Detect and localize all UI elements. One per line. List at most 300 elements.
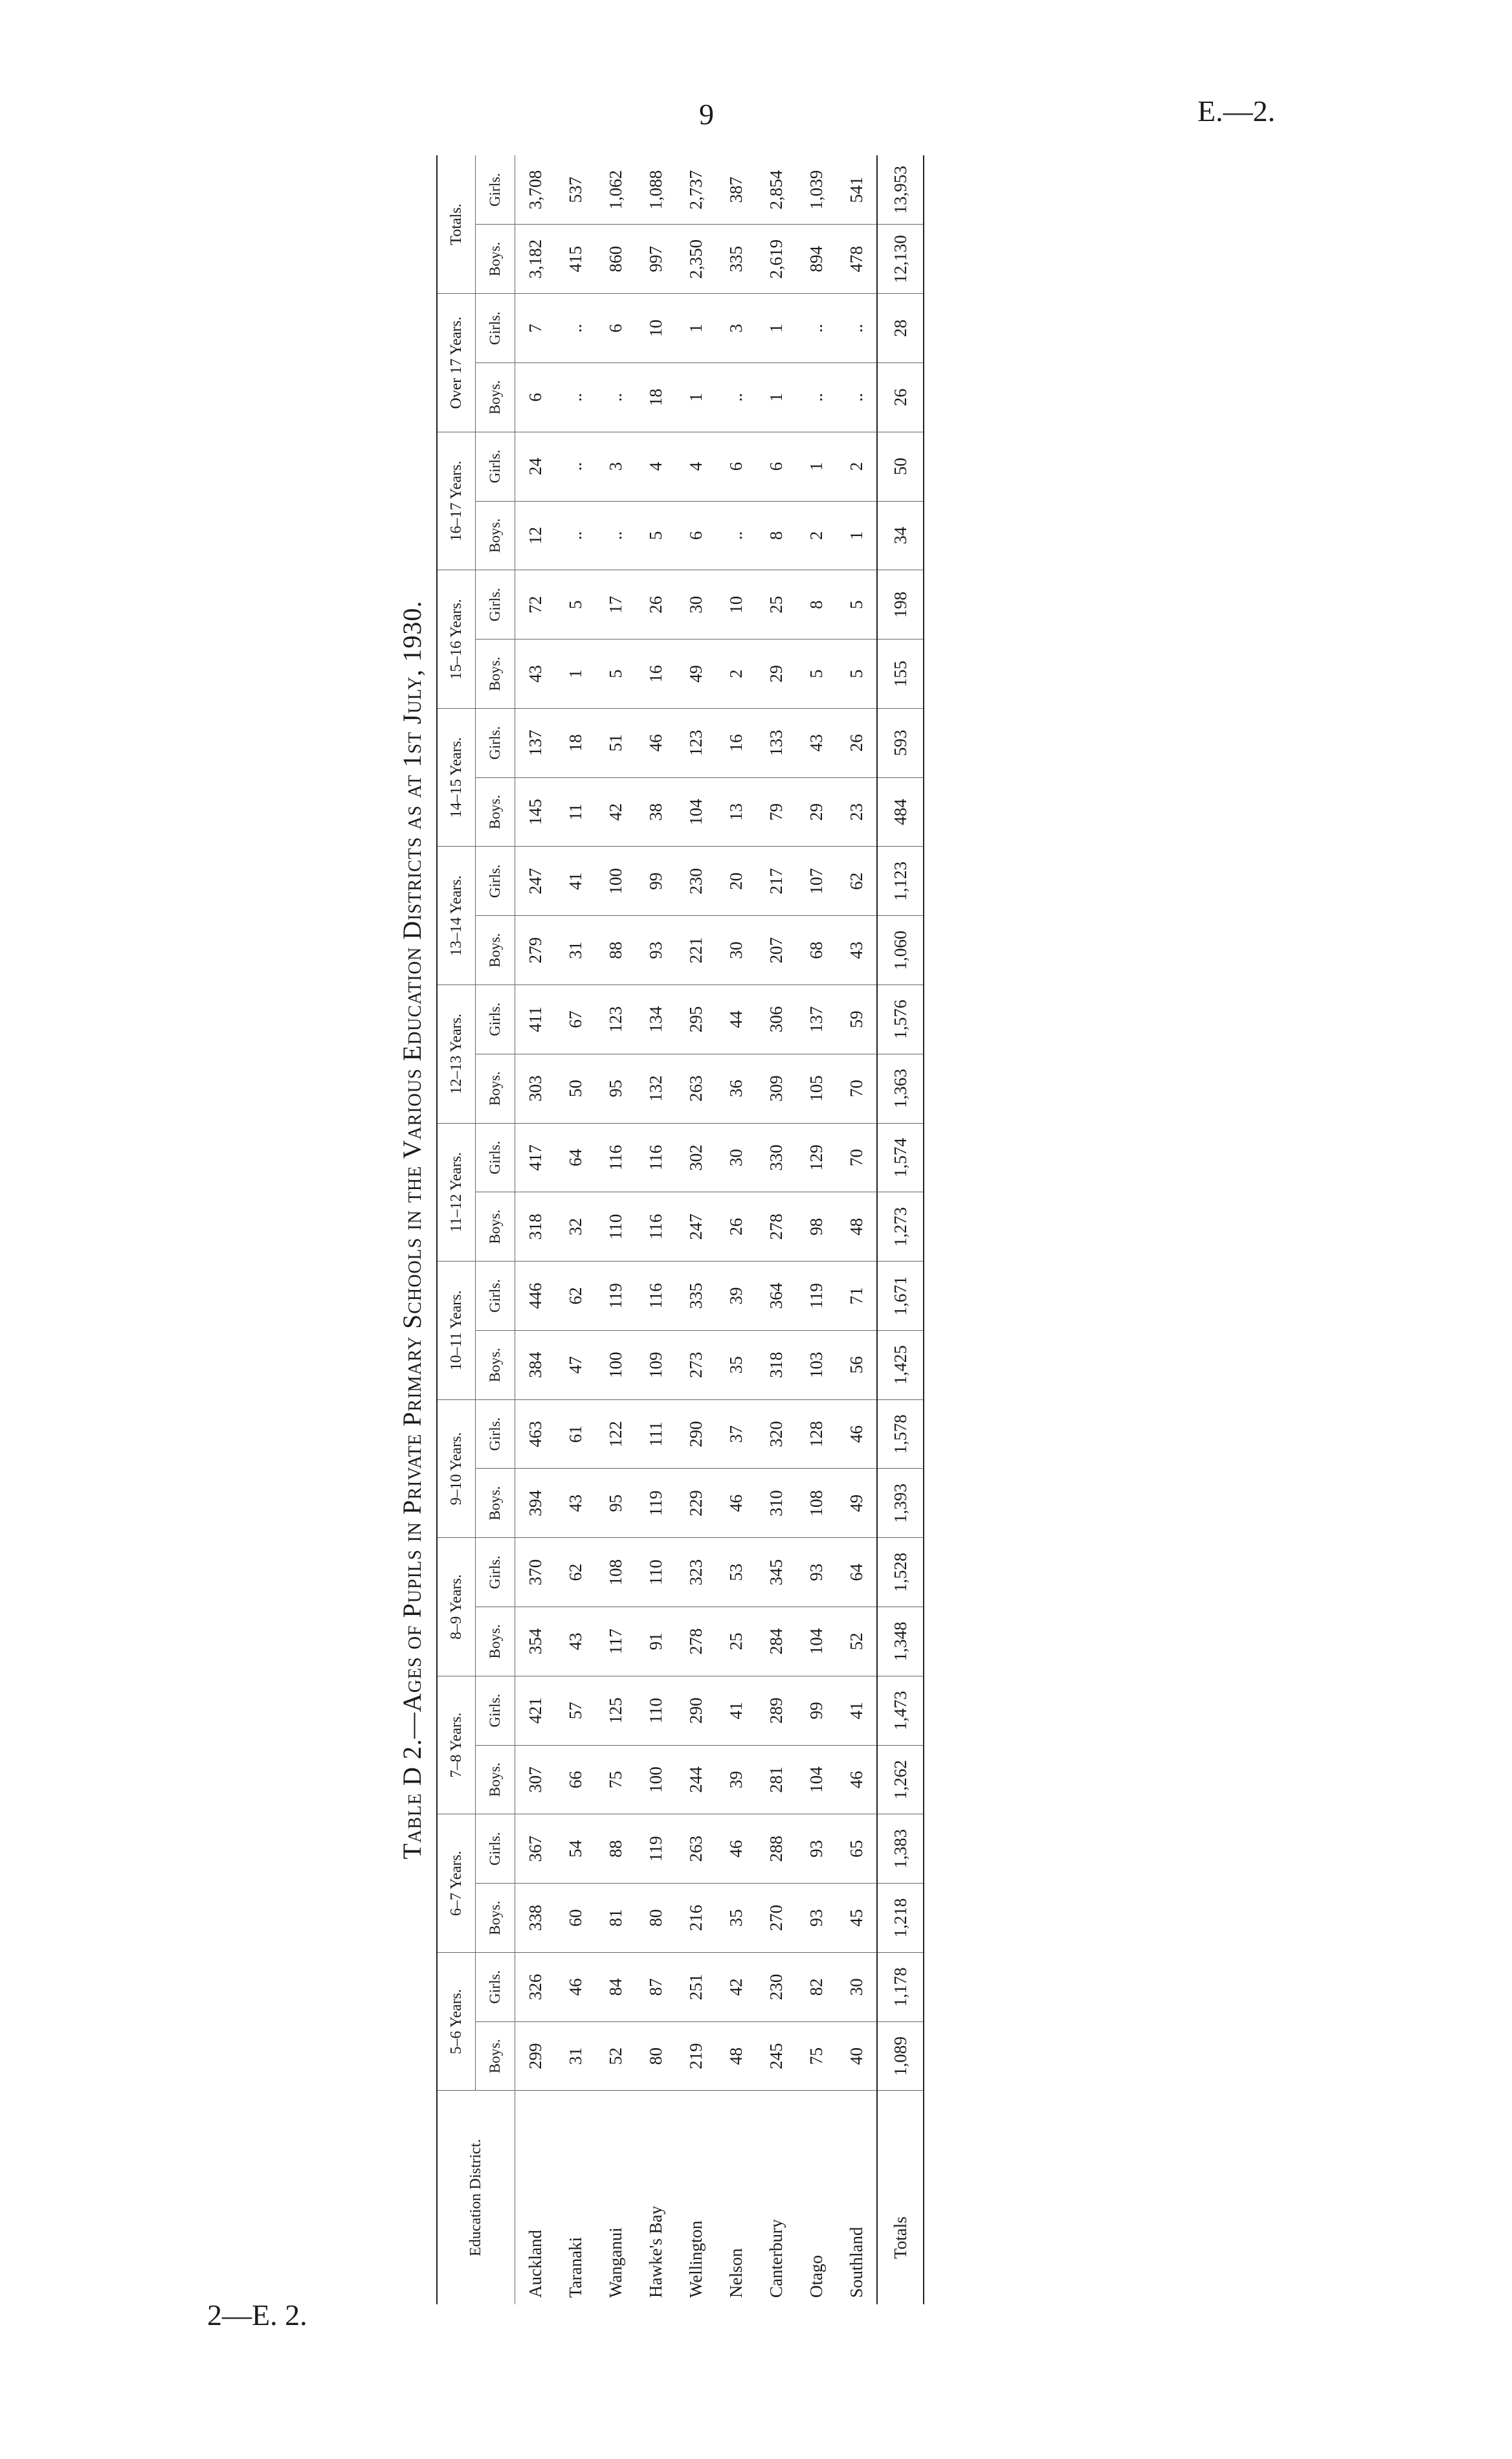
value-cell: 10 <box>716 570 756 640</box>
value-cell: 29 <box>796 777 836 847</box>
value-cell: 247 <box>676 1192 716 1262</box>
age-group-header: 11–12 Years. <box>437 1123 476 1262</box>
value-cell: 6 <box>676 501 716 570</box>
value-cell: 1,123 <box>877 847 924 916</box>
value-cell: 26 <box>836 708 877 777</box>
value-cell: 320 <box>756 1399 796 1469</box>
value-cell: 1,576 <box>877 985 924 1054</box>
age-group-header: 5–6 Years. <box>437 1952 476 2091</box>
district-cell <box>595 2091 636 2304</box>
value-cell: 62 <box>555 1538 595 1607</box>
value-cell: 394 <box>515 1469 556 1538</box>
value-cell: 137 <box>796 985 836 1054</box>
value-cell: 1 <box>676 294 716 363</box>
value-cell: 338 <box>515 1884 556 1953</box>
value-cell: 247 <box>515 847 556 916</box>
district-cell <box>796 2091 836 2304</box>
district-cell <box>756 2091 796 2304</box>
value-cell: 18 <box>636 362 676 432</box>
value-cell: 46 <box>555 1952 595 2021</box>
value-cell: 145 <box>515 777 556 847</box>
value-cell: 278 <box>676 1607 716 1676</box>
ages-table <box>436 155 924 2304</box>
value-cell: 43 <box>515 640 556 709</box>
value-cell: 484 <box>877 777 924 847</box>
value-cell: 6 <box>595 294 636 363</box>
value-cell: 345 <box>756 1538 796 1607</box>
value-cell: 46 <box>636 708 676 777</box>
age-group-header: Over 17 Years. <box>437 294 476 432</box>
value-cell: 46 <box>836 1745 877 1814</box>
value-cell: 5 <box>555 570 595 640</box>
value-cell: 46 <box>836 1399 877 1469</box>
value-cell: 12 <box>515 501 556 570</box>
value-cell: 894 <box>796 225 836 294</box>
value-cell: 270 <box>756 1884 796 1953</box>
district-cell <box>836 2091 877 2304</box>
district-name: Wellington <box>685 2220 706 2298</box>
value-cell: 3 <box>716 294 756 363</box>
value-cell: 1,039 <box>806 170 826 210</box>
value-cell: 364 <box>756 1262 796 1331</box>
value-cell: 4 <box>676 432 716 501</box>
value-cell: 70 <box>836 1123 877 1192</box>
value-cell: 997 <box>636 225 676 294</box>
value-cell: 326 <box>515 1952 556 2021</box>
value-cell: 133 <box>756 708 796 777</box>
value-cell: 5 <box>636 501 676 570</box>
value-cell: 537 <box>565 176 585 203</box>
district-name: Canterbury <box>766 2219 786 2298</box>
value-cell: 93 <box>796 1538 836 1607</box>
value-cell: 24 <box>515 432 556 501</box>
value-cell: 52 <box>595 2021 636 2091</box>
value-cell: .. <box>796 362 836 432</box>
value-cell: 125 <box>595 1676 636 1745</box>
value-cell: 95 <box>595 1469 636 1538</box>
value-cell: 43 <box>796 708 836 777</box>
value-cell: 88 <box>595 916 636 985</box>
value-cell: 323 <box>676 1538 716 1607</box>
value-cell: 309 <box>756 1054 796 1123</box>
value-cell: .. <box>555 362 595 432</box>
value-cell: 31 <box>555 916 595 985</box>
age-group-header-row <box>437 155 476 2304</box>
value-cell: 88 <box>595 1814 636 1884</box>
value-cell: 279 <box>515 916 556 985</box>
value-cell: 1 <box>555 640 595 709</box>
value-cell: 1 <box>756 362 796 432</box>
value-cell: .. <box>796 294 836 363</box>
district-cell <box>676 2091 716 2304</box>
value-cell: 593 <box>877 708 924 777</box>
value-cell: 3,182 <box>515 225 556 294</box>
district-name: Hawke's Bay <box>645 2205 665 2298</box>
value-cell: 1,578 <box>877 1399 924 1469</box>
value-cell: .. <box>836 362 877 432</box>
value-cell: 5 <box>595 640 636 709</box>
value-cell: 108 <box>595 1538 636 1607</box>
value-cell: 26 <box>636 570 676 640</box>
value-cell: 11 <box>555 777 595 847</box>
value-cell: 1 <box>756 294 796 363</box>
district-cell <box>636 2091 676 2304</box>
value-cell: 137 <box>515 708 556 777</box>
age-group-header: 12–13 Years. <box>437 985 476 1124</box>
value-cell: 273 <box>676 1330 716 1399</box>
value-cell: 28 <box>877 294 924 363</box>
value-cell: 335 <box>676 1262 716 1331</box>
value-cell: 108 <box>796 1469 836 1538</box>
age-group-header: Totals. <box>437 155 476 294</box>
value-cell: 123 <box>676 708 716 777</box>
value-cell: 51 <box>595 708 636 777</box>
value-cell: 42 <box>716 1952 756 2021</box>
value-cell: 80 <box>636 1884 676 1953</box>
value-cell: 70 <box>836 1054 877 1123</box>
value-cell: 100 <box>636 1745 676 1814</box>
value-cell: 100 <box>595 1330 636 1399</box>
value-cell: 1,383 <box>877 1814 924 1884</box>
value-cell: 13 <box>716 777 756 847</box>
value-cell: 41 <box>836 1676 877 1745</box>
girls-subheader: Girls. <box>476 155 515 225</box>
value-cell: 1,262 <box>877 1745 924 1814</box>
value-cell: 860 <box>595 225 636 294</box>
value-cell: 72 <box>515 570 556 640</box>
value-cell: 93 <box>796 1884 836 1953</box>
value-cell: 13,953 <box>877 155 924 225</box>
value-cell: 98 <box>796 1192 836 1262</box>
value-cell: 2,350 <box>676 225 716 294</box>
value-cell: 52 <box>836 1607 877 1676</box>
value-cell: 446 <box>515 1262 556 1331</box>
table-row <box>836 155 877 2304</box>
value-cell: 105 <box>796 1054 836 1123</box>
age-group-header: 13–14 Years. <box>437 847 476 985</box>
value-cell: 217 <box>756 847 796 916</box>
value-cell: 31 <box>555 2021 595 2091</box>
value-cell: 30 <box>716 916 756 985</box>
table-row <box>636 155 676 2304</box>
value-cell: 91 <box>636 1607 676 1676</box>
value-cell: 411 <box>515 985 556 1054</box>
value-cell: 1 <box>676 362 716 432</box>
value-cell: 1,218 <box>877 1884 924 1953</box>
value-cell: 2 <box>836 432 877 501</box>
value-cell: 30 <box>836 1952 877 2021</box>
boys-subheader: Boys. <box>476 2021 515 2091</box>
table-row <box>716 155 756 2304</box>
value-cell: 318 <box>515 1192 556 1262</box>
value-cell: .. <box>716 501 756 570</box>
value-cell: 1 <box>796 432 836 501</box>
value-cell: 7 <box>515 294 556 363</box>
boys-subheader: Boys. <box>476 1469 515 1538</box>
value-cell: 93 <box>796 1814 836 1884</box>
value-cell: 1,273 <box>877 1192 924 1262</box>
girls-subheader: Girls. <box>476 1399 515 1469</box>
value-cell: 116 <box>636 1123 676 1192</box>
boys-subheader: Boys. <box>476 777 515 847</box>
value-cell: 46 <box>716 1814 756 1884</box>
value-cell: 36 <box>716 1054 756 1123</box>
value-cell: 302 <box>676 1123 716 1192</box>
value-cell: 1,425 <box>877 1330 924 1399</box>
value-cell: 62 <box>836 847 877 916</box>
value-cell: 198 <box>877 570 924 640</box>
district-name: Otago <box>806 2255 826 2298</box>
value-cell: 1,671 <box>877 1262 924 1331</box>
value-cell: 384 <box>515 1330 556 1399</box>
value-cell: 119 <box>796 1262 836 1331</box>
boys-subheader: Boys. <box>476 501 515 570</box>
girls-subheader: Girls. <box>476 847 515 916</box>
value-cell: 289 <box>756 1676 796 1745</box>
table-row <box>756 155 796 2304</box>
value-cell: 38 <box>636 777 676 847</box>
value-cell: 251 <box>676 1952 716 2021</box>
value-cell: 245 <box>756 2021 796 2091</box>
value-cell: 116 <box>636 1192 676 1262</box>
value-cell: 25 <box>716 1607 756 1676</box>
district-name: Nelson <box>726 2248 746 2298</box>
value-cell: 318 <box>756 1330 796 1399</box>
value-cell: 57 <box>555 1676 595 1745</box>
value-cell: 80 <box>636 2021 676 2091</box>
rotated-table-block <box>388 155 1042 2304</box>
value-cell: 16 <box>716 708 756 777</box>
value-cell: 34 <box>877 501 924 570</box>
table-title: Table D 2.—Ages of Pupils in Private Primary Schools in the Various Education Districts as at 1st July, 1930. <box>397 600 427 1860</box>
value-cell: 104 <box>796 1607 836 1676</box>
value-cell: 219 <box>676 2021 716 2091</box>
value-cell: 1 <box>836 501 877 570</box>
value-cell: 119 <box>636 1469 676 1538</box>
value-cell: 2,854 <box>766 170 786 210</box>
value-cell: 75 <box>796 2021 836 2091</box>
value-cell: 122 <box>595 1399 636 1469</box>
value-cell: 1,089 <box>877 2021 924 2091</box>
boys-subheader: Boys. <box>476 1192 515 1262</box>
value-cell: 82 <box>796 1952 836 2021</box>
value-cell: 42 <box>595 777 636 847</box>
value-cell: 387 <box>726 176 746 203</box>
value-cell: 41 <box>716 1676 756 1745</box>
value-cell: 541 <box>846 176 866 203</box>
value-cell: 65 <box>836 1814 877 1884</box>
value-cell: 5 <box>836 640 877 709</box>
value-cell: 67 <box>555 985 595 1054</box>
value-cell: 2,619 <box>756 225 796 294</box>
value-cell: 221 <box>676 916 716 985</box>
table-row <box>595 155 636 2304</box>
value-cell: 417 <box>515 1123 556 1192</box>
value-cell: 50 <box>555 1054 595 1123</box>
value-cell: 5 <box>796 640 836 709</box>
value-cell: 134 <box>636 985 676 1054</box>
value-cell: 61 <box>555 1399 595 1469</box>
value-cell: 20 <box>716 847 756 916</box>
girls-subheader: Girls. <box>476 1814 515 1884</box>
value-cell: 116 <box>636 1262 676 1331</box>
district-name: Taranaki <box>565 2236 585 2298</box>
value-cell: 307 <box>515 1745 556 1814</box>
value-cell: 64 <box>555 1123 595 1192</box>
value-cell: 244 <box>676 1745 716 1814</box>
value-cell: 23 <box>836 777 877 847</box>
table-row <box>515 155 556 2304</box>
value-cell: 2,737 <box>685 170 706 210</box>
girls-subheader: Girls. <box>476 1676 515 1745</box>
value-cell: 2 <box>716 640 756 709</box>
value-cell: 230 <box>756 1952 796 2021</box>
age-group-header: 9–10 Years. <box>437 1399 476 1538</box>
value-cell: 39 <box>716 1262 756 1331</box>
value-cell: .. <box>555 501 595 570</box>
value-cell: 119 <box>595 1262 636 1331</box>
district-cell <box>716 2091 756 2304</box>
value-cell: 17 <box>595 570 636 640</box>
girls-subheader: Girls. <box>476 432 515 501</box>
value-cell: 3 <box>595 432 636 501</box>
district-cell <box>877 2091 924 2304</box>
girls-subheader: Girls. <box>476 708 515 777</box>
value-cell: 43 <box>555 1607 595 1676</box>
table-row <box>555 155 595 2304</box>
value-cell: .. <box>716 362 756 432</box>
value-cell: 370 <box>515 1538 556 1607</box>
value-cell: 16 <box>636 640 676 709</box>
value-cell: 37 <box>716 1399 756 1469</box>
value-cell: 1,060 <box>877 916 924 985</box>
girls-subheader: Girls. <box>476 1538 515 1607</box>
value-cell: 62 <box>555 1262 595 1331</box>
value-cell: 71 <box>836 1262 877 1331</box>
value-cell: 6 <box>515 362 556 432</box>
boys-subheader: Boys. <box>476 916 515 985</box>
girls-subheader: Girls. <box>476 1262 515 1331</box>
value-cell: 335 <box>716 225 756 294</box>
age-group-header: 16–17 Years. <box>437 432 476 570</box>
boys-subheader: Boys. <box>476 1745 515 1814</box>
value-cell: 310 <box>756 1469 796 1538</box>
value-cell: .. <box>555 294 595 363</box>
girls-subheader: Girls. <box>476 1123 515 1192</box>
value-cell: 39 <box>716 1745 756 1814</box>
value-cell: 478 <box>836 225 877 294</box>
girls-subheader: Girls. <box>476 570 515 640</box>
value-cell: 4 <box>636 432 676 501</box>
value-cell: 1,062 <box>605 170 625 210</box>
value-cell: 330 <box>756 1123 796 1192</box>
value-cell: 1,393 <box>877 1469 924 1538</box>
value-cell: .. <box>555 432 595 501</box>
value-cell: 290 <box>676 1676 716 1745</box>
value-cell: 1,528 <box>877 1538 924 1607</box>
value-cell: 79 <box>756 777 796 847</box>
boys-subheader: Boys. <box>476 1054 515 1123</box>
value-cell: 2 <box>796 501 836 570</box>
value-cell: 278 <box>756 1192 796 1262</box>
value-cell: 132 <box>636 1054 676 1123</box>
value-cell: 53 <box>716 1538 756 1607</box>
value-cell: 119 <box>636 1814 676 1884</box>
value-cell: 99 <box>796 1676 836 1745</box>
value-cell: 6 <box>716 432 756 501</box>
table-body <box>515 155 924 2304</box>
girls-subheader: Girls. <box>476 294 515 363</box>
value-cell: 354 <box>515 1607 556 1676</box>
district-name: Southland <box>846 2227 866 2298</box>
value-cell: 8 <box>756 501 796 570</box>
value-cell: 117 <box>595 1607 636 1676</box>
value-cell: 87 <box>636 1952 676 2021</box>
age-group-header: 6–7 Years. <box>437 1814 476 1953</box>
value-cell: 463 <box>515 1399 556 1469</box>
value-cell: 155 <box>877 640 924 709</box>
value-cell: 26 <box>716 1192 756 1262</box>
value-cell: 100 <box>595 847 636 916</box>
value-cell: 10 <box>636 294 676 363</box>
value-cell: 56 <box>836 1330 877 1399</box>
value-cell: 104 <box>796 1745 836 1814</box>
age-group-header: 10–11 Years. <box>437 1262 476 1400</box>
value-cell: 129 <box>796 1123 836 1192</box>
value-cell: 110 <box>595 1192 636 1262</box>
value-cell: 60 <box>555 1884 595 1953</box>
district-cell <box>515 2091 556 2304</box>
value-cell: 25 <box>756 570 796 640</box>
value-cell: 6 <box>756 432 796 501</box>
value-cell: 47 <box>555 1330 595 1399</box>
value-cell: 306 <box>756 985 796 1054</box>
value-cell: 45 <box>836 1884 877 1953</box>
value-cell: 48 <box>836 1192 877 1262</box>
value-cell: 84 <box>595 1952 636 2021</box>
value-cell: 66 <box>555 1745 595 1814</box>
boys-subheader: Boys. <box>476 640 515 709</box>
value-cell: 116 <box>595 1123 636 1192</box>
value-cell: 110 <box>636 1676 676 1745</box>
value-cell: 50 <box>877 432 924 501</box>
value-cell: 263 <box>676 1054 716 1123</box>
value-cell: 288 <box>756 1814 796 1884</box>
value-cell: 230 <box>676 847 716 916</box>
boys-subheader: Boys. <box>476 1884 515 1953</box>
value-cell: 367 <box>515 1814 556 1884</box>
boys-subheader: Boys. <box>476 1607 515 1676</box>
value-cell: 263 <box>676 1814 716 1884</box>
value-cell: 216 <box>676 1884 716 1953</box>
value-cell: 44 <box>716 985 756 1054</box>
age-group-header: 7–8 Years. <box>437 1676 476 1814</box>
district-name: Wanganui <box>605 2227 625 2298</box>
value-cell: 40 <box>836 2021 877 2091</box>
value-cell: 109 <box>636 1330 676 1399</box>
value-cell: 29 <box>756 640 796 709</box>
totals-row <box>877 155 924 2304</box>
report-code: E.—2. <box>1197 95 1276 128</box>
value-cell: 1,178 <box>877 1952 924 2021</box>
district-cell <box>555 2091 595 2304</box>
value-cell: 1,363 <box>877 1054 924 1123</box>
value-cell: 8 <box>796 570 836 640</box>
value-cell: 18 <box>555 708 595 777</box>
value-cell: .. <box>836 294 877 363</box>
value-cell: 54 <box>555 1814 595 1884</box>
value-cell: 46 <box>716 1469 756 1538</box>
